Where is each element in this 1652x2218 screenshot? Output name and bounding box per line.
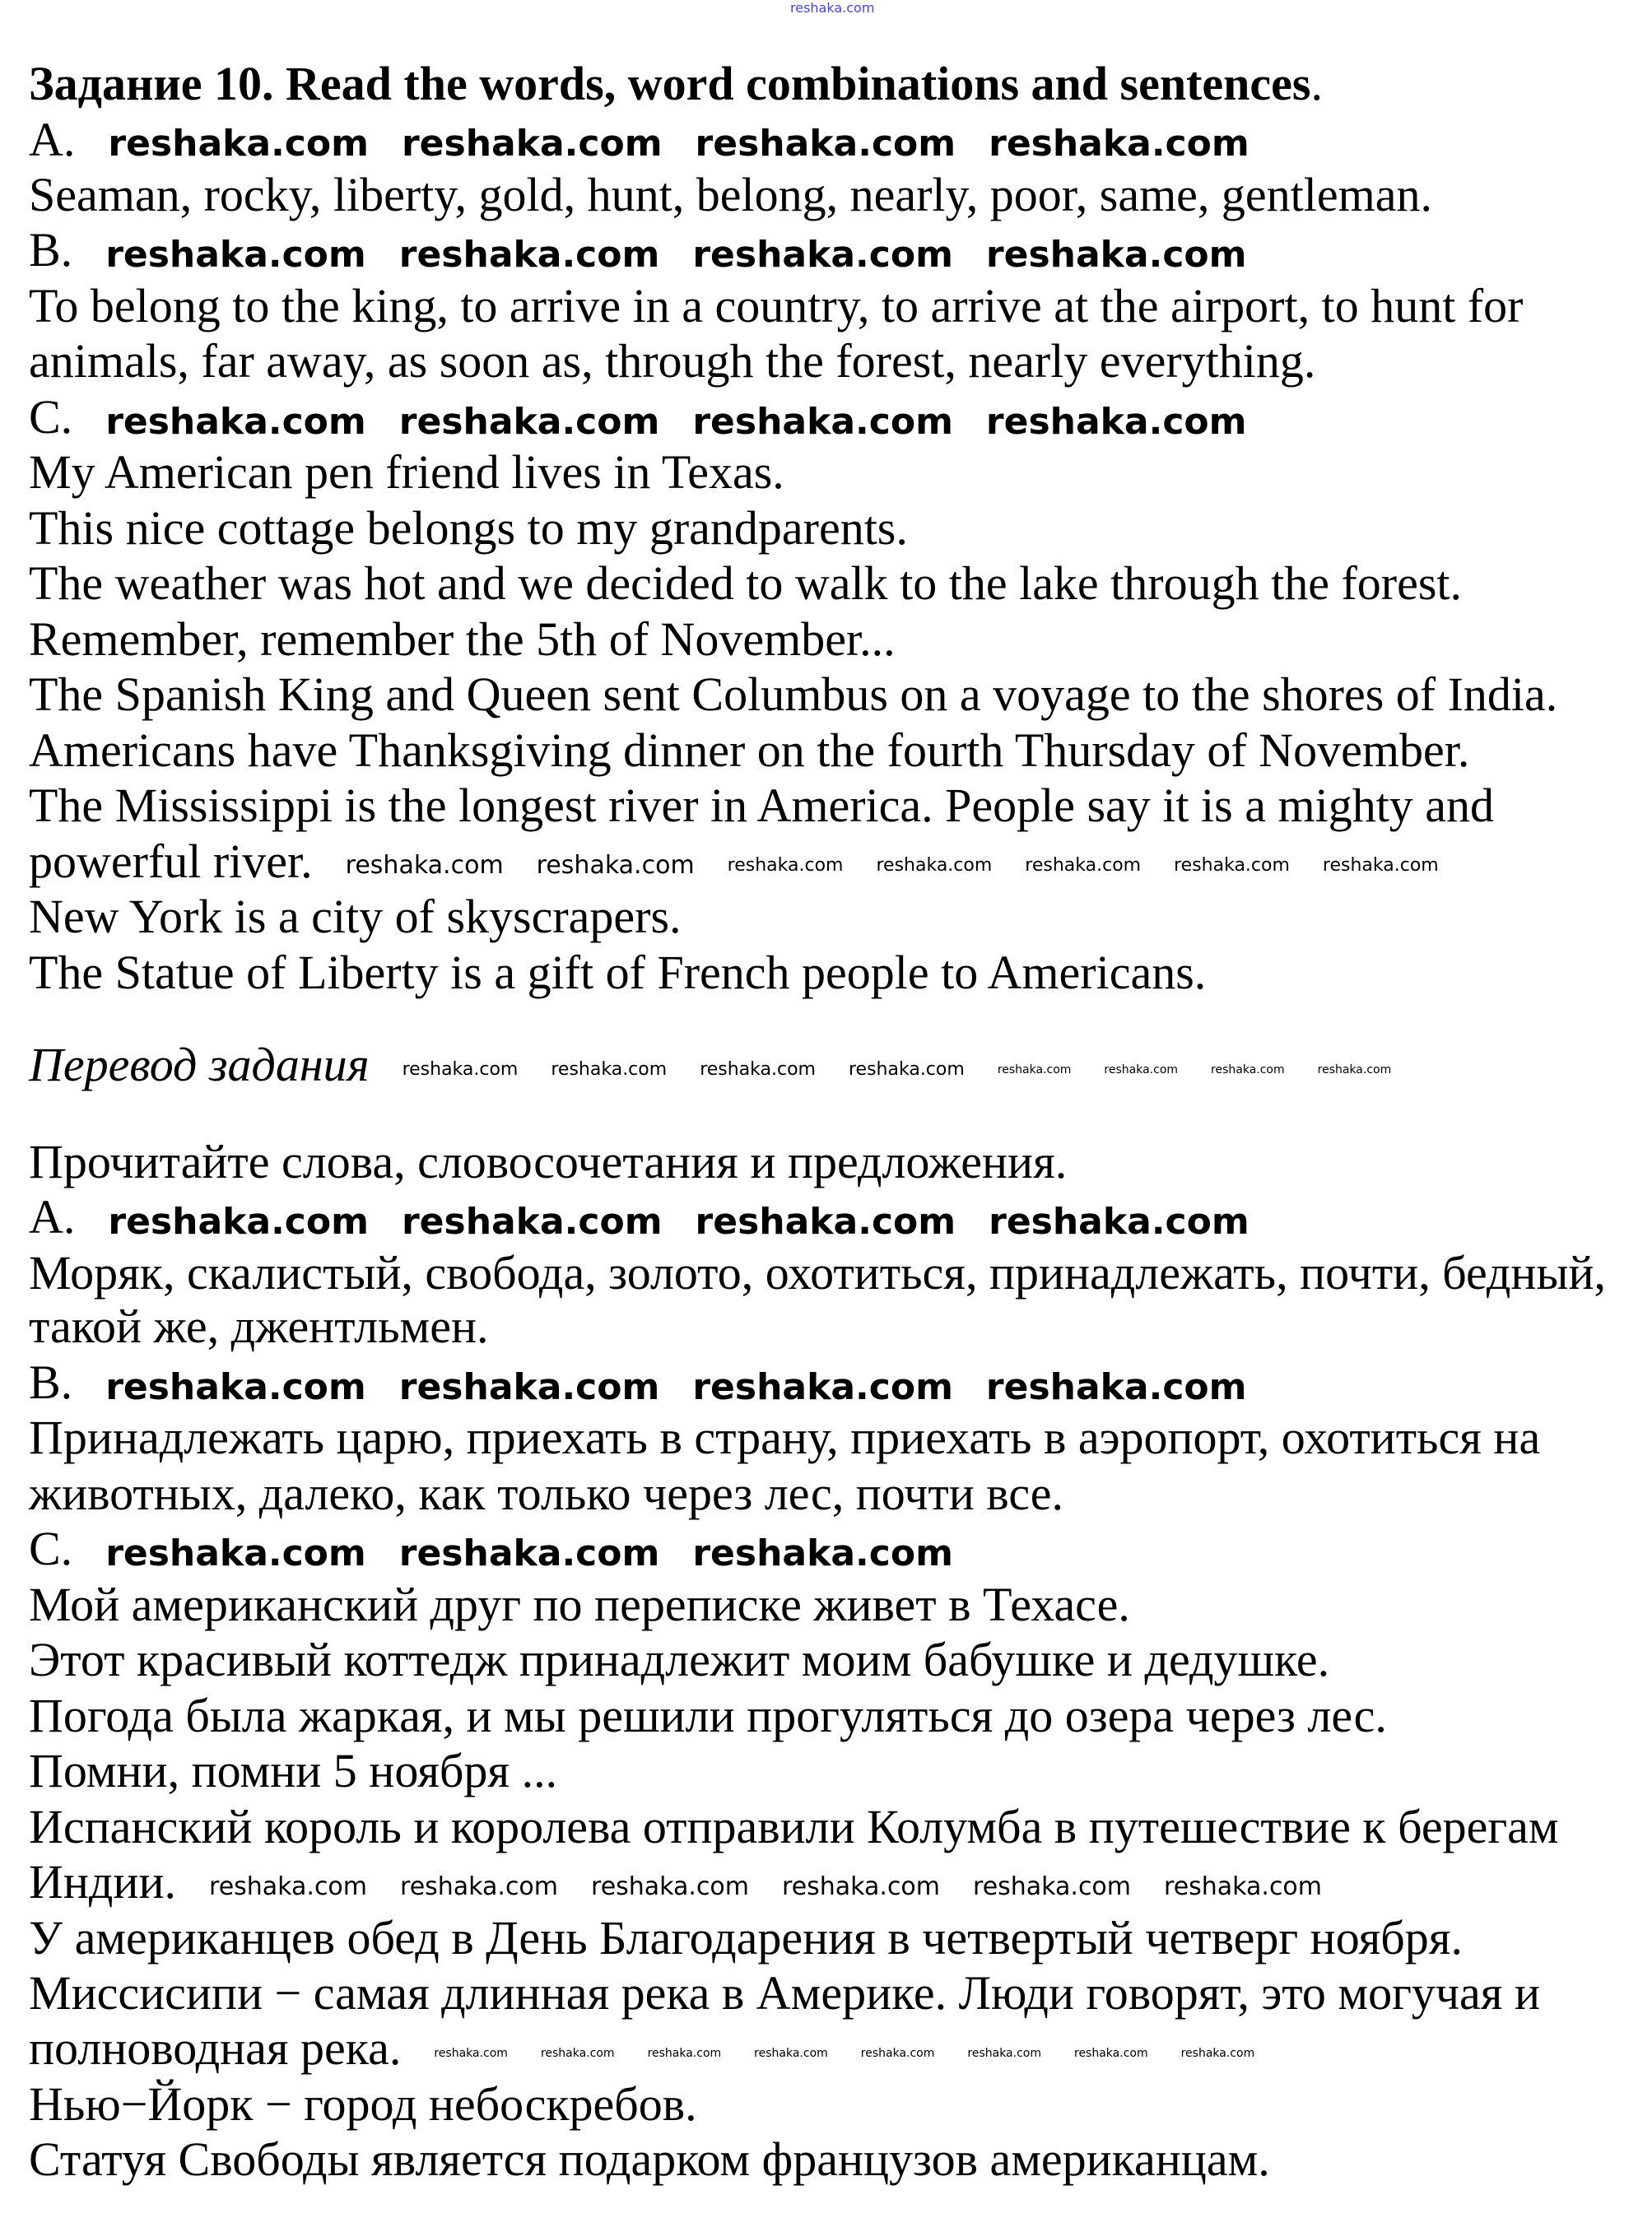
exercise-line	[29, 556, 1462, 611]
translation-line	[29, 1743, 557, 1799]
translation-line-text: такой же, джентльмен.	[29, 1300, 489, 1354]
exercise-line	[29, 945, 1206, 1001]
translation-line	[29, 1189, 1249, 1245]
watermark: reshaka.com	[985, 400, 1247, 443]
exercise-line	[29, 333, 1315, 389]
watermark: reshaka.com	[1164, 1872, 1323, 1901]
watermark: reshaka.com	[876, 855, 993, 877]
exercise-line-text: The weather was hot and we decided to walk to the lake through the forest.	[29, 556, 1463, 611]
exercise-line-text: powerful river.	[29, 834, 313, 888]
translation-line	[29, 1355, 1247, 1411]
translation-line	[29, 2020, 1254, 2076]
watermark: reshaka.com	[782, 1872, 941, 1901]
watermark: reshaka.com	[973, 1872, 1132, 1901]
exercise-line-text: The Statue of Liberty is a gift of French people to Americans.	[29, 945, 1207, 999]
watermark: reshaka.com	[849, 1058, 965, 1080]
translation-line	[29, 1410, 1540, 1466]
translation-line-text: B.	[29, 1355, 73, 1409]
watermark: reshaka.com	[402, 1058, 519, 1080]
exercise-line	[29, 611, 896, 667]
translation-line	[29, 1632, 1329, 1688]
watermark: reshaka.com	[1317, 1063, 1392, 1076]
watermark: reshaka.com	[1074, 2047, 1148, 2061]
exercise-line	[29, 167, 1432, 223]
exercise-line	[29, 834, 1439, 890]
exercise-line	[29, 723, 1469, 779]
watermark: reshaka.com	[105, 400, 366, 443]
watermark: reshaka.com	[700, 1058, 816, 1080]
watermark: reshaka.com	[1025, 855, 1142, 877]
exercise-line-text: C.	[29, 389, 73, 444]
watermark: reshaka.com	[401, 123, 663, 165]
task-title-period: .	[1310, 57, 1323, 110]
watermark: reshaka.com	[1104, 1063, 1179, 1076]
translation-line-text: Этот красивый коттедж принадлежит моим бабушке и дедушке.	[29, 1633, 1330, 1687]
exercise-line	[29, 389, 1247, 445]
exercise-line	[29, 778, 1494, 834]
exercise-line-text: My American pen friend lives in Texas.	[29, 445, 784, 500]
exercise-line-text: Seaman, rocky, liberty, gold, hunt, belong, nearly, poor, same, gentleman.	[29, 168, 1432, 221]
exercise-line	[29, 889, 682, 945]
watermark: reshaka.com	[591, 1872, 750, 1901]
watermark: reshaka.com	[692, 1365, 953, 1408]
translation-line	[29, 1799, 1559, 1855]
exercise-line-text: This nice cottage belongs to my grandparents.	[29, 500, 908, 555]
watermark: reshaka.com	[647, 2047, 722, 2061]
exercise-line-text: Remember, remember the 5th of November...	[29, 611, 896, 666]
task-title	[29, 56, 1323, 112]
watermark: reshaka.com	[1322, 855, 1439, 877]
exercise-line-text: To belong to the king, to arrive in a country, to arrive at the airport, to hunt for	[29, 278, 1524, 332]
exercise-line-text: The Mississippi is the longest river in America. People say it is a mighty and	[29, 779, 1495, 833]
exercise-line-text: New York is a city of skyscrapers.	[29, 890, 682, 944]
watermark: reshaka.com	[860, 2047, 935, 2061]
exercise-line	[29, 112, 1249, 168]
translation-line-text: полноводная река.	[29, 2021, 402, 2076]
watermark: reshaka.com	[398, 1532, 660, 1574]
watermark: reshaka.com	[997, 1063, 1072, 1076]
translation-line	[29, 1965, 1540, 2021]
watermark: reshaka.com	[398, 1365, 660, 1408]
translation-heading	[29, 1037, 1391, 1093]
translation-line-text: Принадлежать царю, приехать в страну, приехать в аэропорт, охотиться на	[29, 1411, 1541, 1465]
exercise-line	[29, 222, 1247, 278]
translation-line	[29, 2076, 697, 2132]
translation-line	[29, 1466, 1063, 1522]
watermark: reshaka.com	[398, 234, 660, 277]
watermark: reshaka.com	[989, 123, 1249, 165]
exercise-line-text: animals, far away, as soon as, through the forest, nearly everything.	[29, 334, 1316, 388]
translation-line	[29, 1688, 1387, 1744]
watermark: reshaka.com	[105, 1532, 366, 1574]
exercise-line	[29, 444, 784, 500]
watermark: reshaka.com	[398, 400, 660, 443]
translation-line-text: Моряк, скалистый, свобода, золото, охотиться, принадлежать, почти, бедный,	[29, 1245, 1606, 1300]
watermark: reshaka.com	[345, 851, 504, 881]
translation-line	[29, 1134, 1067, 1190]
translation-line	[29, 1521, 953, 1577]
exercise-line	[29, 500, 908, 556]
translation-line-text: Мой американский друг по переписке живет в Техасе.	[29, 1577, 1130, 1631]
translation-line-text: Нью−Йорк − город небоскребов.	[29, 2076, 697, 2131]
watermark: reshaka.com	[695, 1200, 956, 1243]
watermark: reshaka.com	[536, 851, 695, 881]
exercise-line	[29, 278, 1523, 334]
translation-line	[29, 1245, 1606, 1301]
watermark: reshaka.com	[1211, 1063, 1285, 1076]
watermark: reshaka.com	[209, 1872, 368, 1901]
watermark: reshaka.com	[790, 0, 875, 16]
watermark: reshaka.com	[989, 1200, 1249, 1243]
translation-line	[29, 1577, 1130, 1633]
translation-line-text: Индии.	[29, 1855, 177, 1909]
task-title-text: Задание 10. Read the words, word combinations and sentences	[29, 57, 1311, 110]
watermark: reshaka.com	[727, 855, 844, 877]
exercise-line	[29, 667, 1557, 723]
exercise-line-text: The Spanish King and Queen sent Columbus on a voyage to the shores of India.	[29, 667, 1558, 722]
watermark: reshaka.com	[692, 234, 953, 277]
translation-line	[29, 1854, 1322, 1910]
watermark: reshaka.com	[108, 1200, 369, 1243]
watermark: reshaka.com	[540, 2047, 615, 2061]
watermark: reshaka.com	[105, 1365, 366, 1408]
watermark: reshaka.com	[401, 1200, 663, 1243]
watermark: reshaka.com	[695, 123, 956, 165]
watermark: reshaka.com	[434, 2047, 508, 2061]
exercise-line-text: A.	[29, 112, 76, 166]
translation-line-text: Статуя Свободы является подарком французов американцам.	[29, 2132, 1270, 2187]
translation-line	[29, 1299, 489, 1355]
watermark: reshaka.com	[105, 234, 366, 277]
watermark: reshaka.com	[400, 1872, 559, 1901]
translation-line-text: У американцев обед в День Благодарения в четвертый четверг ноября.	[29, 1910, 1463, 1965]
watermark: reshaka.com	[551, 1058, 668, 1080]
translation-line-text: Испанский король и королева отправили Колумба в путешествие к берегам	[29, 1799, 1559, 1853]
watermark: reshaka.com	[1174, 855, 1290, 877]
translation-line-text: Миссисипи − самая длинная река в Америке. Люди говорят, это могучая и	[29, 1966, 1541, 2020]
translation-line-text: Погода была жаркая, и мы решили прогуляться до озера через лес.	[29, 1688, 1387, 1742]
translation-line-text: Помни, помни 5 ноября ...	[29, 1744, 558, 1798]
watermark: reshaka.com	[967, 2047, 1041, 2061]
translation-line	[29, 1910, 1463, 1966]
watermark: reshaka.com	[692, 1532, 953, 1574]
watermark: reshaka.com	[108, 123, 369, 165]
exercise-line-text: B.	[29, 223, 73, 277]
translation-line-text: животных, далеко, как только через лес, почти все.	[29, 1466, 1064, 1520]
translation-line-text: Прочитайте слова, словосочетания и предложения.	[29, 1134, 1068, 1188]
watermark: reshaka.com	[985, 1365, 1247, 1408]
watermark: reshaka.com	[985, 234, 1247, 277]
translation-line-text: C.	[29, 1522, 73, 1576]
translation-heading-text: Перевод задания	[29, 1038, 370, 1092]
exercise-line-text: Americans have Thanksgiving dinner on the fourth Thursday of November.	[29, 723, 1470, 777]
translation-line-text: A.	[29, 1190, 76, 1244]
watermark: reshaka.com	[754, 2047, 828, 2061]
watermark: reshaka.com	[1180, 2047, 1255, 2061]
translation-line	[29, 2132, 1270, 2188]
watermark: reshaka.com	[692, 400, 953, 443]
